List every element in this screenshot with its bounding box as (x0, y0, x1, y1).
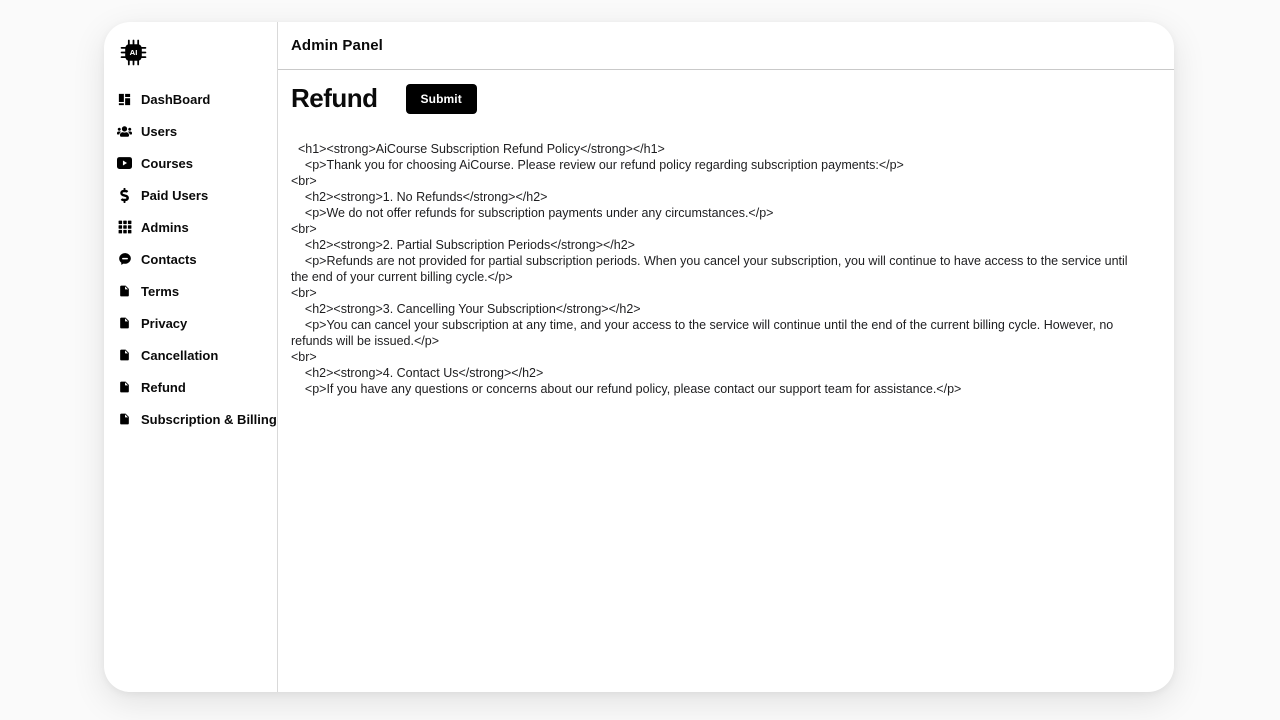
sidebar-item-label: Courses (141, 155, 194, 171)
sidebar-item-contacts[interactable] (117, 243, 267, 275)
header-title: Admin Panel (291, 37, 383, 54)
sidebar-item-label: Cancellation (141, 347, 219, 363)
dashboard-icon (117, 92, 132, 107)
ai-chip-icon (120, 39, 147, 71)
sidebar-item-subscription-billing[interactable] (117, 403, 277, 435)
sidebar-item-label: DashBoard (141, 91, 211, 107)
main-area (278, 22, 1174, 692)
sidebar-item-label: Paid Users (141, 187, 209, 203)
app-logo[interactable] (117, 35, 267, 75)
submit-button[interactable]: Submit (406, 84, 477, 114)
admin-panel-card (104, 22, 1174, 692)
dollar-icon (117, 188, 132, 203)
sidebar-item-label: Users (141, 123, 178, 139)
sidebar-item-label: Refund (141, 379, 186, 395)
sidebar-item-terms[interactable] (117, 275, 267, 307)
logo-text-glyph: AI (129, 48, 138, 58)
document-icon (117, 284, 132, 299)
sidebar-item-label: Privacy (141, 315, 188, 331)
sidebar-item-label: Subscription & Billing (141, 411, 277, 427)
document-icon (117, 412, 132, 427)
sidebar-item-paid-users[interactable] (117, 179, 267, 211)
document-icon (117, 380, 132, 395)
sidebar-item-privacy[interactable] (117, 307, 267, 339)
sidebar (104, 22, 278, 692)
sidebar-item-dashboard[interactable] (117, 83, 267, 115)
sidebar-item-label: Admins (141, 219, 189, 235)
page-title: Refund (291, 83, 378, 113)
title-row (291, 83, 1174, 114)
document-icon (117, 316, 132, 331)
page-header (278, 22, 1174, 70)
chat-icon (117, 252, 132, 267)
sidebar-item-refund[interactable] (117, 371, 267, 403)
video-icon (117, 156, 132, 171)
sidebar-item-users[interactable] (117, 115, 267, 147)
policy-html-editor[interactable] (291, 141, 1133, 671)
sidebar-nav (117, 83, 277, 435)
sidebar-item-cancellation[interactable] (117, 339, 267, 371)
sidebar-item-label: Contacts (141, 251, 197, 267)
users-icon (117, 124, 132, 139)
sidebar-item-label: Terms (141, 283, 180, 299)
sidebar-item-courses[interactable] (117, 147, 267, 179)
grid-icon (117, 220, 132, 235)
document-icon (117, 348, 132, 363)
page-content (278, 70, 1174, 692)
sidebar-item-admins[interactable] (117, 211, 267, 243)
